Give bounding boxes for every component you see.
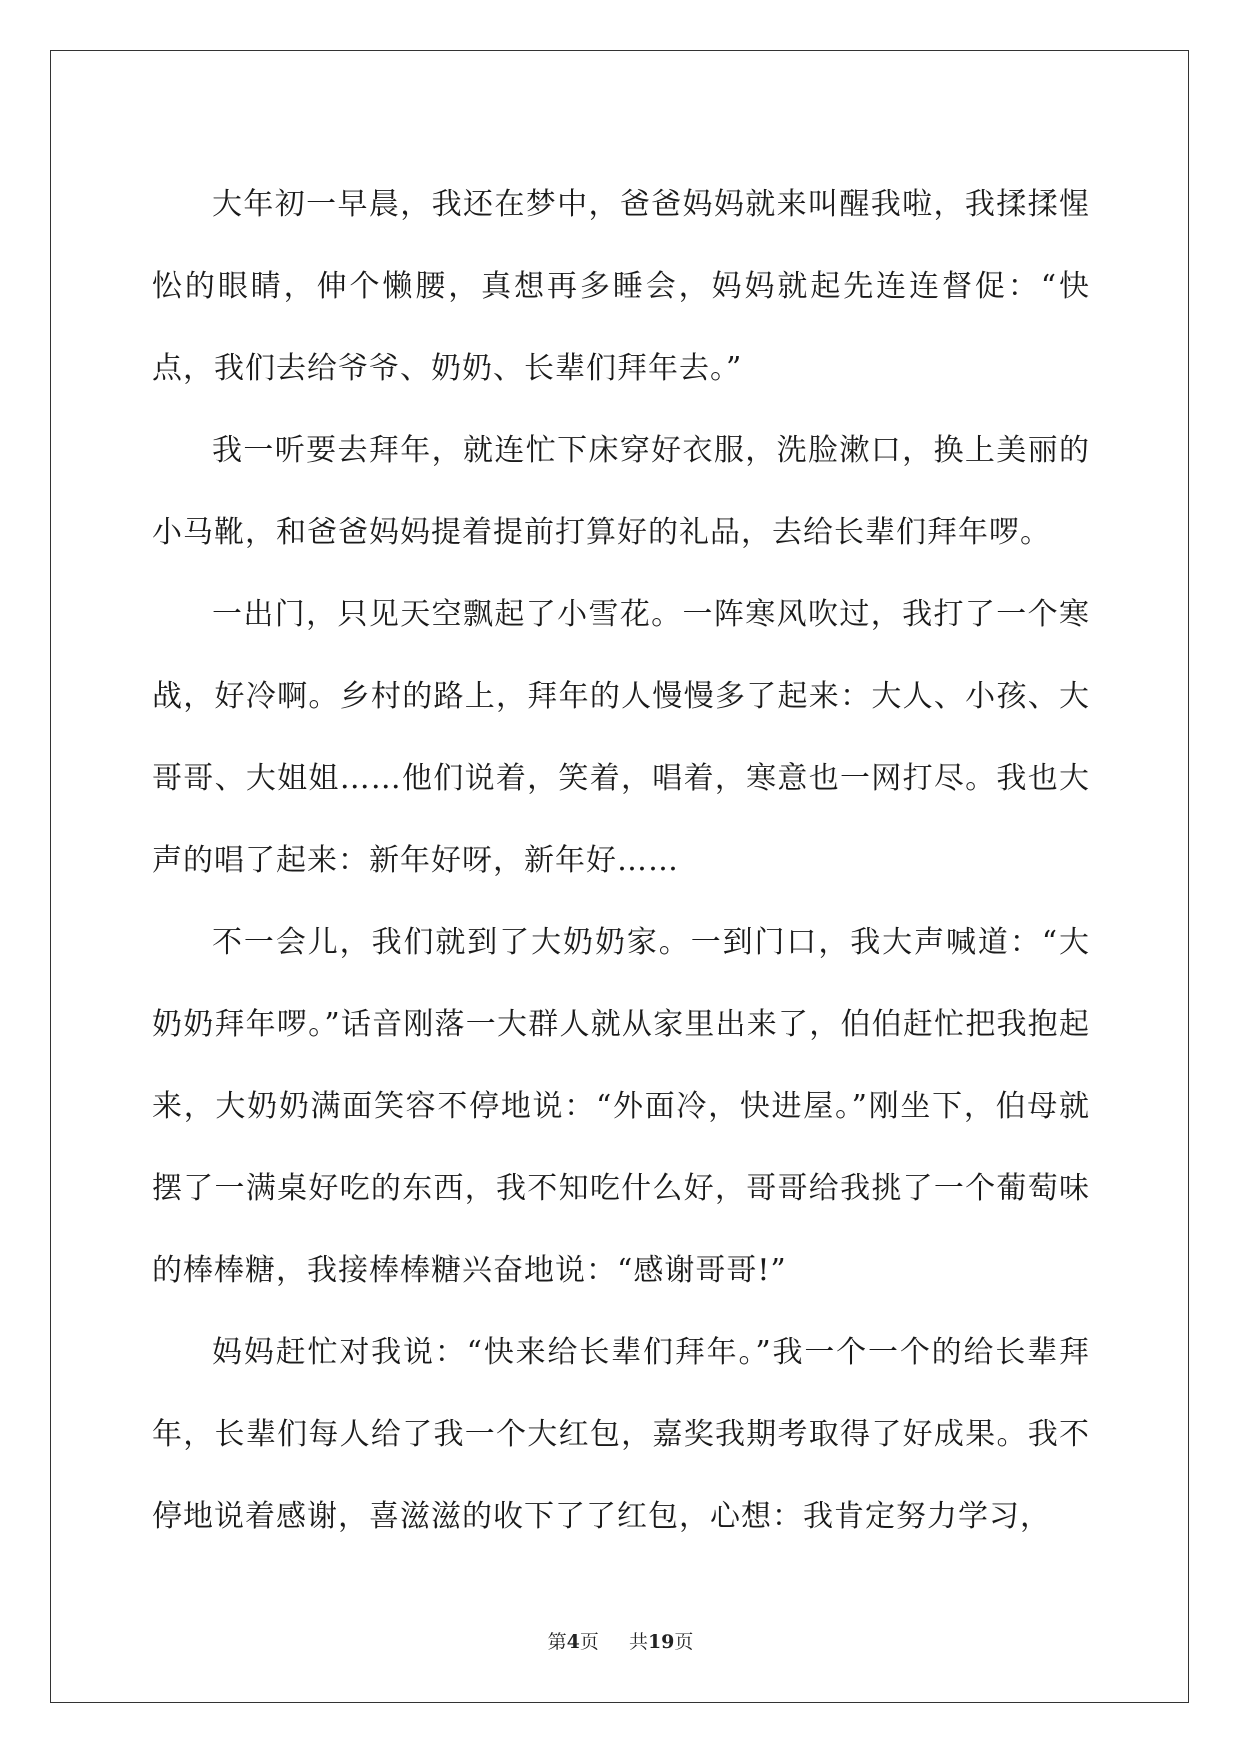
current-page: 4	[566, 1631, 580, 1653]
document-body	[152, 164, 1090, 1558]
paragraph: 大年初一早晨，我还在梦中，爸爸妈妈就来叫醒我啦，我揉揉惺忪的眼睛，伸个懒腰，真想再多睡会，妈妈就起先连连督促：“快点，我们去给爷爷、奶奶、长辈们拜年去。”	[152, 187, 1090, 386]
total-pages: 19	[647, 1631, 675, 1653]
page-suffix: 页	[579, 1631, 599, 1653]
page-number	[548, 1631, 605, 1653]
page-footer	[0, 1627, 1241, 1654]
page-total	[629, 1631, 693, 1653]
paragraph: 妈妈赶忙对我说：“快来给长辈们拜年。”我一个一个的给长辈拜年，长辈们每人给了我一个大红包，嘉奖我期考取得了好成果。我不停地说着感谢，喜滋滋的收下了了红包，心想：我肯定努力学习，	[152, 1335, 1090, 1534]
paragraph: 一出门，只见天空飘起了小雪花。一阵寒风吹过，我打了一个寒战，好冷啊。乡村的路上，拜年的人慢慢多了起来：大人、小孩、大哥哥、大姐姐……他们说着，笑着，唱着，寒意也一网打尽。我也大声的唱了起来：新年好呀，新年好……	[152, 597, 1090, 878]
paragraph: 我一听要去拜年，就连忙下床穿好衣服，洗脸漱口，换上美丽的小马靴，和爸爸妈妈提着提前打算好的礼品，去给长辈们拜年啰。	[152, 433, 1090, 550]
total-prefix: 共	[628, 1631, 648, 1653]
paragraph: 不一会儿，我们就到了大奶奶家。一到门口，我大声喊道：“大奶奶拜年啰。”话音刚落一大群人就从家里出来了，伯伯赶忙把我抱起来，大奶奶满面笑容不停地说：“外面冷，快进屋。”刚坐下，伯母就摆了一满桌好吃的东西，我不知吃什么好，哥哥给我挑了一个葡萄味的棒棒糖，我接棒棒糖兴奋地说：“感谢哥哥!”	[152, 925, 1090, 1288]
total-suffix: 页	[674, 1631, 694, 1653]
page-prefix: 第	[547, 1631, 567, 1653]
